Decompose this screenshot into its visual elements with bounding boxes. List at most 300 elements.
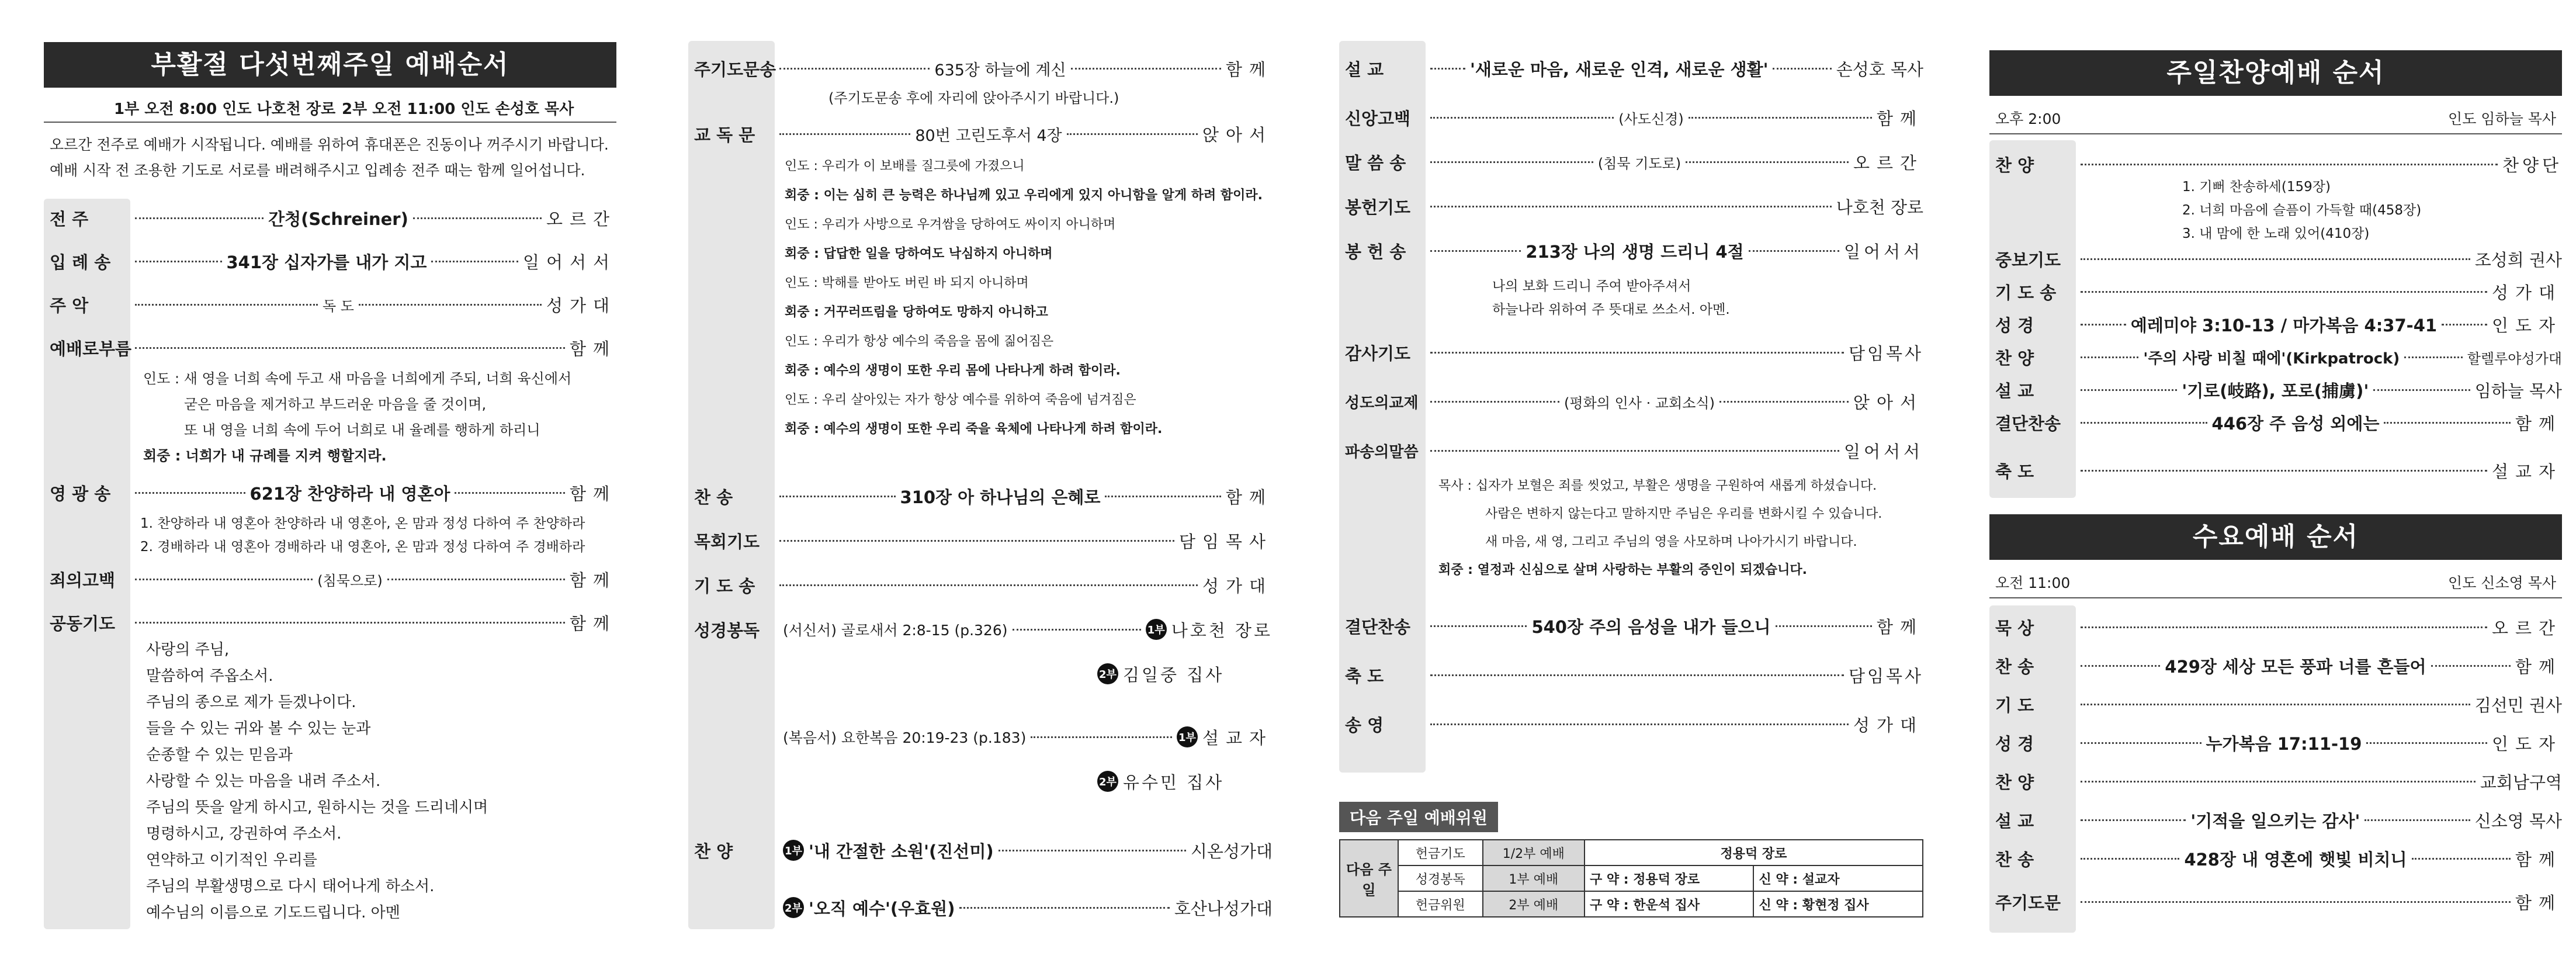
afternoon-sermon: [1989, 376, 2562, 403]
lyric-line: 나의 보화 드리니 주여 받아주셔서: [1492, 279, 1691, 294]
prayer-line: 주님의 종으로 제가 듣겠나이다.: [146, 694, 356, 711]
afternoon-benediction: [1989, 457, 2562, 484]
dot-leader: [1773, 68, 1831, 70]
order-label: 찬 송: [1995, 656, 2034, 677]
order-item-scripture-reading: [688, 616, 1273, 643]
call-line: 또 내 영을 너희 속에 두어 너희로 내 율례를 행하게 하리니: [184, 422, 540, 438]
dot-leader: [135, 347, 565, 349]
table-cell: 신 약 : 황현정 집사: [1753, 891, 1923, 917]
order-leader: 앉아서: [1853, 392, 1924, 413]
dot-leader: [2364, 819, 2470, 821]
order-leader: 함께: [2515, 849, 2562, 870]
column-scripture-service: [688, 0, 1273, 966]
order-leader: 김선민 권사: [2474, 695, 2562, 715]
afternoon-leader: 인도 임하늘 목사: [2448, 110, 2556, 127]
dot-leader: [2081, 258, 2470, 260]
order-label: 찬 양: [1995, 348, 2034, 368]
lyric-line: 하늘나라 위하여 주 뜻대로 쓰소서. 아멘.: [1492, 302, 1730, 317]
anthem-1: '내 간절한 소원'(진선미): [809, 841, 994, 861]
dot-leader: [2081, 291, 2487, 293]
reader-3: 설교자: [1202, 728, 1273, 748]
prayer-line: 사랑의 주님,: [146, 641, 230, 659]
order-item-anthem: [688, 837, 1273, 864]
order-label: 말 씀 송: [1345, 153, 1406, 173]
dot-leader: [2081, 324, 2126, 326]
prayer-line: 주님의 부활생명으로 다시 태어나게 하소서.: [146, 878, 435, 895]
order-item-commitment-hymn: [1339, 612, 1923, 639]
dot-leader: [2081, 626, 2487, 628]
order-label: 영 광 송: [50, 483, 111, 504]
order-label: 성 경: [1995, 315, 2034, 335]
order-content: '기적을 일으키는 감사': [2190, 811, 2360, 831]
order-content: 446장 주 음성 외에는: [2211, 413, 2380, 434]
table-cell: 구 약 : 한운석 집사: [1585, 891, 1754, 917]
afternoon-time: 오후 2:00: [1995, 110, 2061, 127]
order-label: 묵 상: [1995, 618, 2034, 638]
dot-leader: [779, 133, 910, 135]
table-cell: 1부 예배: [1483, 865, 1585, 891]
order-leader: 담임목사: [1848, 343, 1923, 363]
table-cell: 성경봉독: [1398, 865, 1483, 891]
dot-leader: [2431, 665, 2511, 667]
order-content: 누가복음 17:11-19: [2206, 733, 2362, 754]
lords-prayer-note: (주기도문송 후에 자리에 앉아주시기 바랍니다.): [828, 90, 1119, 106]
reading-line: 인도 : 박해를 받아도 버린 바 되지 아니하며: [785, 276, 1029, 290]
wednesday-leader: 인도 신소영 목사: [2448, 574, 2556, 591]
order-content: '주의 사랑 비칠 때에'(Kirkpatrock): [2143, 349, 2400, 368]
dot-leader: [779, 584, 1198, 586]
order-label: 송 영: [1345, 715, 1384, 735]
sending-line: 사람은 변하지 않는다고 말하지만 주님은 우리를 변화시킬 수 있습니다.: [1485, 507, 1882, 521]
order-leader: 설교자: [2491, 461, 2562, 482]
dot-leader: [2373, 389, 2470, 391]
dot-leader: [2081, 422, 2207, 424]
order-item-creed: [1339, 104, 1923, 131]
order-label: 결단찬송: [1995, 413, 2061, 434]
order-leader: 나호천 장로: [1836, 197, 1923, 217]
table-cell: 정용덕 장로: [1585, 840, 1923, 865]
dot-leader: [2412, 858, 2511, 860]
order-item-thanks-prayer: [1339, 339, 1923, 366]
dot-leader: [779, 68, 930, 70]
order-leader: 할렐루야성가대: [2467, 350, 2562, 367]
dot-leader: [959, 907, 1169, 909]
wednesday-prayer: [1989, 691, 2562, 718]
prayer-line: 들을 수 있는 귀와 볼 수 있는 눈과: [146, 720, 371, 738]
dot-leader: [387, 579, 565, 580]
dot-leader: [1105, 496, 1221, 497]
order-item-offering-song: [1339, 237, 1923, 264]
divider: [1989, 597, 2562, 598]
prayer-line: 예수님의 이름으로 기도드립니다. 아멘: [146, 904, 400, 922]
wednesday-meditation: [1989, 614, 2562, 640]
column-sermon-service: [1339, 0, 1923, 966]
order-label: 주기도문: [1995, 892, 2061, 913]
order-label: 봉 헌 송: [1345, 241, 1406, 262]
dot-leader: [779, 540, 1174, 542]
dot-leader: [135, 261, 222, 262]
order-item-prayer-song: [688, 572, 1273, 598]
order-leader: 담임목사: [1178, 531, 1273, 552]
order-label: 설 교: [1345, 59, 1384, 79]
dot-leader: [2366, 742, 2487, 744]
order-label: 죄의고백: [50, 570, 116, 590]
prayer-line: 주님의 뜻을 알게 하시고, 원하시는 것을 드리네시며: [146, 799, 488, 816]
order-label: 기 도: [1995, 695, 2034, 715]
table-row: [1340, 840, 1923, 865]
order-content: '기로(岐路), 포로(捕虜)': [2182, 380, 2369, 401]
prayer-line: 순종할 수 있는 믿음과: [146, 746, 293, 764]
sending-line: 목사 : 십자가 보혈은 죄를 씻었고, 부활은 생명을 구원하여 새롭게 하셨습니다.: [1438, 479, 1877, 493]
order-leader: 오르간: [1853, 153, 1924, 173]
order-leader: 담임목사: [1848, 666, 1923, 686]
order-item-sermon: [1339, 55, 1923, 82]
order-label: 주 악: [50, 295, 89, 316]
dot-leader: [1749, 250, 1839, 252]
divider: [1989, 133, 2562, 134]
order-leader: 오르간: [546, 209, 616, 229]
dot-leader: [998, 850, 1186, 851]
dot-leader: [135, 217, 264, 219]
dot-leader: [1430, 625, 1527, 627]
prayer-line: 명령하시고, 강권하여 주소서.: [146, 825, 342, 843]
order-label: 찬 송: [1995, 849, 2034, 870]
afternoon-intercession: [1989, 245, 2562, 272]
order-item-prelude: [44, 205, 616, 231]
dot-leader: [2081, 742, 2201, 744]
dot-leader: [1776, 625, 1872, 627]
order-item-fellowship: [1339, 388, 1923, 415]
dot-leader: [2404, 356, 2462, 358]
second-reader-row: [1097, 768, 1273, 795]
afternoon-prayer-song: [1989, 278, 2562, 305]
dot-leader: [413, 217, 542, 219]
order-leader: 함께: [2515, 892, 2562, 913]
sending-text: [1438, 472, 1882, 584]
order-leader: 함께: [2515, 413, 2563, 434]
prayer-line: 말씀하여 주옵소서.: [146, 667, 273, 685]
anthem-2-choir: 호산나성가대: [1174, 898, 1273, 919]
table-row: [1340, 891, 1923, 917]
wednesday-service-title: 수요예배 순서: [1989, 514, 2562, 560]
dot-leader: [135, 304, 318, 306]
intro-line-1: 오르간 전주로 예배가 시작됩니다. 예배를 위하여 휴대폰은 진동이나 꺼주시기 바랍니다.: [50, 136, 609, 153]
praise-song: 1. 기뻐 찬송하세(159장): [2182, 179, 2331, 195]
order-item-common-prayer: [44, 609, 616, 636]
dot-leader: [1430, 401, 1559, 403]
dot-leader: [135, 579, 313, 580]
reading-line: 회중 : 예수의 생명이 또한 우리 몸에 나타나게 하려 함이라.: [785, 363, 1121, 378]
dot-leader: [1430, 450, 1839, 452]
anthem-1-choir: 시온성가대: [1190, 841, 1273, 861]
order-label: 성경봉독: [694, 620, 760, 640]
second-service-badge: 2부: [1097, 663, 1118, 684]
order-label: 전 주: [50, 209, 89, 229]
next-week-tag: 다음 주일 예배위원: [1339, 802, 1498, 832]
order-leader: 함께: [1225, 59, 1273, 79]
dot-leader: [2081, 470, 2487, 472]
prayer-line: 사랑할 수 있는 마음을 내려 주소서.: [146, 773, 381, 790]
order-content: 621장 찬양하라 내 영혼아: [249, 483, 450, 504]
order-label: 찬 양: [1995, 772, 2034, 792]
order-leader: 함께: [569, 483, 617, 504]
reading-line: 인도 : 우리가 사방으로 우겨쌈을 당하여도 싸이지 아니하며: [785, 217, 1116, 232]
sending-line: 새 마음, 새 영, 그리고 주님의 영을 사모하며 나아가시기 바랍니다.: [1485, 535, 1857, 549]
reading-gospel: (복음서) 요한복음 20:19-23 (p.183): [783, 729, 1027, 746]
order-label: 교 독 문: [694, 124, 755, 145]
order-content: 428장 내 영혼에 햇빛 비치니: [2184, 849, 2407, 870]
dot-leader: [1430, 250, 1521, 252]
dot-leader: [2081, 858, 2179, 860]
second-reader-row: [1097, 660, 1273, 687]
order-label: 중보기도: [1995, 250, 2061, 270]
order-label: 신앙고백: [1345, 108, 1411, 129]
divider: [44, 122, 616, 123]
reading-gospel-row: [775, 723, 1273, 750]
call-line: 굳은 마음을 제거하고 부드러운 마음을 줄 것이며,: [184, 396, 487, 413]
order-label: 설 교: [1995, 380, 2034, 401]
afternoon-scripture: [1989, 311, 2562, 338]
order-item-offering-prayer: [1339, 193, 1923, 220]
praise-song-list: [2182, 175, 2421, 245]
offering-lyrics: [1492, 275, 1730, 321]
reading-line: 인도 : 우리 살아있는 자가 항상 예수를 위하여 죽음에 넘겨짐은: [785, 393, 1136, 407]
order-label: 결단찬송: [1345, 617, 1411, 637]
afternoon-praise: [1989, 151, 2562, 178]
reader-1: 나호천 장로: [1171, 620, 1273, 640]
dot-leader: [779, 496, 896, 497]
order-leader: 함께: [2515, 656, 2562, 677]
order-leader: 함께: [1225, 487, 1273, 507]
sending-line: 회중 : 열정과 신심으로 살며 사랑하는 부활의 증인이 되겠습니다.: [1438, 563, 1807, 577]
dot-leader: [1067, 133, 1198, 135]
order-item-instrumental: [44, 291, 616, 318]
first-service-badge: 1부: [1177, 726, 1198, 747]
dot-leader: [135, 492, 245, 494]
table-cell: 신 약 : 설교자: [1753, 865, 1923, 891]
order-leader: 함께: [569, 613, 616, 633]
table-cell: 헌금기도: [1398, 840, 1483, 865]
praise-song: 2. 너희 마음에 슬픔이 가득할 때(458장): [2182, 203, 2422, 218]
afternoon-anthem: [1989, 344, 2562, 371]
table-cell: 구 약 : 정용덕 장로: [1585, 865, 1754, 891]
first-service-time: 1부 오전 8:00 인도 나호천 장로: [114, 101, 336, 118]
order-item-responsive-reading: [688, 120, 1273, 147]
reading-epistle: (서신서) 골로새서 2:8-15 (p.326): [783, 622, 1008, 639]
order-leader: 신소영 목사: [2474, 811, 2562, 831]
order-content: 213장 나의 생명 드리니 4절: [1526, 241, 1744, 262]
wednesday-lords-prayer: [1989, 888, 2562, 915]
second-service-badge: 2부: [1097, 771, 1118, 792]
column-afternoon-wednesday: [1989, 0, 2562, 966]
wednesday-hymn: [1989, 652, 2562, 679]
order-item-word-song: [1339, 148, 1923, 175]
gloria-line: 2. 경배하라 내 영혼아 경배하라 내 영혼아, 온 맘과 정성 다하여 주 경배하라: [140, 539, 585, 555]
order-leader: 일어서서: [522, 252, 617, 272]
second-service-badge: 2부: [783, 897, 804, 918]
order-content: (침묵 기도로): [1597, 155, 1681, 172]
responsive-reading-text: [785, 152, 1263, 444]
order-item-confession: [44, 566, 616, 593]
order-label: 축 도: [1345, 666, 1384, 686]
table-cell: 1/2부 예배: [1483, 840, 1585, 865]
anthem-2-row: [775, 894, 1273, 921]
order-label: 감사기도: [1345, 343, 1411, 363]
order-label: 파송의말씀: [1345, 443, 1419, 461]
table-cell: 헌금위원: [1398, 891, 1483, 917]
order-content: 429장 세상 모든 풍파 너를 흔들어: [2165, 656, 2426, 677]
order-leader: 임하늘 목사: [2474, 380, 2562, 401]
order-leader: 성가대: [1202, 576, 1273, 596]
order-leader: 일어서서: [1843, 441, 1923, 462]
first-service-badge: 1부: [1146, 619, 1167, 640]
order-leader: 함께: [569, 338, 616, 359]
order-label: 성 경: [1995, 733, 2034, 754]
dot-leader: [1430, 117, 1614, 119]
dot-leader: [2081, 704, 2470, 705]
dot-leader: [431, 261, 518, 262]
order-label: 성도의교제: [1345, 394, 1419, 412]
dot-leader: [135, 622, 565, 624]
intro-line-2: 예배 시작 전 조용한 기도로 서로를 배려해주시고 입례송 전주 때는 함께 일어섭니다.: [50, 162, 585, 179]
order-label: 공동기도: [50, 613, 116, 633]
call-line: 인도 : 새 영을 너희 속에 두고 새 마음을 너희에게 주되, 너희 육신에서: [143, 371, 572, 387]
wednesday-scripture: [1989, 729, 2562, 756]
order-label: 찬 양: [694, 841, 733, 861]
order-label: 축 도: [1995, 461, 2034, 482]
order-item-lords-prayer-song: [688, 55, 1273, 82]
order-label: 주기도문송: [694, 59, 776, 79]
order-item-doxology: [1339, 711, 1923, 738]
order-leader: 성가대: [2491, 282, 2562, 303]
order-item-call-to-worship: [44, 334, 616, 361]
order-item-pastoral-prayer: [688, 527, 1273, 554]
dot-leader: [1719, 401, 1849, 403]
order-content: 예레미야 3:10-13 / 마가복음 4:37-41: [2130, 315, 2438, 335]
gloria-line: 1. 찬양하라 내 영혼아 찬양하라 내 영혼아, 온 맘과 정성 다하여 주 찬양하라: [140, 516, 585, 531]
wednesday-anthem: [1989, 768, 2562, 795]
order-content: 독 도: [322, 297, 354, 314]
dot-leader: [2081, 164, 2498, 165]
afternoon-commitment-hymn: [1989, 409, 2562, 436]
order-leader: 일어서서: [1843, 241, 1924, 262]
order-content: 635장 하늘에 계신: [934, 61, 1066, 79]
order-label: 기 도 송: [1995, 282, 2057, 303]
order-label: 목회기도: [694, 531, 760, 552]
dot-leader: [1689, 117, 1872, 119]
prayer-line: 연약하고 이기적인 우리를: [146, 851, 317, 869]
dot-leader: [359, 304, 542, 306]
dot-leader: [1031, 736, 1172, 738]
dot-leader: [1013, 629, 1141, 631]
order-leader: 오르간: [2491, 618, 2562, 638]
order-item-sending-word: [1339, 437, 1923, 464]
dot-leader: [2442, 324, 2487, 326]
wednesday-time: 오전 11:00: [1995, 574, 2071, 591]
order-content: '새로운 마음, 새로운 인격, 새로운 생활': [1470, 59, 1769, 79]
praise-song: 3. 내 맘에 한 노래 있어(410장): [2182, 226, 2370, 241]
order-content: (사도신경): [1618, 110, 1684, 127]
column-main-service: [44, 0, 616, 966]
order-leader: 찬양단: [2502, 155, 2562, 175]
order-content: (평화의 인사 · 교회소식): [1564, 394, 1715, 411]
reader-2: 김일중 집사: [1123, 664, 1225, 685]
reading-line: 회중 : 예수의 생명이 또한 우리 죽을 육체에 나타나게 하려 함이라.: [785, 422, 1163, 437]
reader-4: 유수민 집사: [1123, 772, 1225, 792]
first-service-badge: 1부: [783, 840, 804, 861]
dot-leader: [1686, 161, 1849, 163]
order-leader: 손성호 목사: [1836, 59, 1923, 79]
order-content: 540장 주의 음성을 내가 들으니: [1531, 617, 1771, 637]
order-label: 설 교: [1995, 811, 2034, 831]
afternoon-service-title: 주일찬양예배 순서: [1989, 50, 2562, 96]
dot-leader: [2081, 819, 2186, 821]
reading-line: 인도 : 우리가 이 보배를 질그릇에 가졌으니: [785, 159, 1025, 174]
dot-leader: [2081, 781, 2476, 783]
order-label: 찬 송: [694, 487, 733, 507]
dot-leader: [1430, 68, 1465, 70]
dot-leader: [455, 492, 565, 494]
table-cell: 다음 주일: [1340, 840, 1398, 917]
order-leader: 교회남구역: [2480, 772, 2562, 792]
dot-leader: [1430, 352, 1844, 354]
wednesday-sermon: [1989, 806, 2562, 833]
order-label: 기 도 송: [694, 576, 755, 596]
dot-leader: [1430, 674, 1844, 676]
order-leader: 인도자: [2491, 733, 2562, 754]
order-content: 80번 고린도후서 4장: [915, 126, 1062, 145]
order-leader: 함께: [1876, 617, 1924, 637]
order-item-hymn: [688, 483, 1273, 510]
order-leader: 인도자: [2491, 315, 2562, 335]
order-leader: 조성희 권사: [2474, 250, 2562, 270]
order-label: 봉헌기도: [1345, 197, 1411, 217]
order-item-gloria: [44, 479, 616, 506]
order-leader: 성가대: [546, 295, 617, 316]
order-label: 입 례 송: [50, 252, 111, 272]
order-content: 341장 십자가를 내가 지고: [226, 252, 427, 272]
dot-leader: [2384, 422, 2511, 424]
dot-leader: [2081, 665, 2160, 667]
reading-line: 회중 : 답답한 일을 당하여도 낙심하지 아니하며: [785, 247, 1053, 261]
table-cell: 2부 예배: [1483, 891, 1585, 917]
dot-leader: [1430, 723, 1849, 725]
second-service-time: 2부 오전 11:00 인도 손성호 목사: [342, 101, 574, 118]
anthem-2: '오직 예수'(우효원): [809, 898, 955, 919]
order-label: 예배로부름: [50, 338, 132, 359]
dot-leader: [1430, 161, 1593, 163]
order-content: 310장 아 하나님의 은혜로: [900, 487, 1101, 507]
reading-line: 회중 : 거꾸러뜨림을 당하여도 망하지 아니하고: [785, 305, 1048, 320]
order-item-benediction: [1339, 662, 1923, 688]
order-leader: 앉아서: [1202, 124, 1273, 145]
order-item-entrance-hymn: [44, 248, 616, 275]
service-title: 부활절 다섯번째주일 예배순서: [44, 42, 616, 88]
reading-line: 인도 : 우리가 항상 예수의 죽음을 몸에 짊어짐은: [785, 334, 1054, 349]
dot-leader: [1430, 206, 1832, 207]
common-prayer-text: [146, 637, 488, 926]
call-line-response: 회중 : 너희가 내 규례를 지켜 행할지라.: [143, 448, 387, 464]
wednesday-hymn-2: [1989, 845, 2562, 872]
dot-leader: [2081, 389, 2177, 391]
order-label: 찬 양: [1995, 155, 2034, 175]
order-content: 간청(Schreiner): [268, 209, 408, 229]
dot-leader: [2081, 901, 2511, 903]
table-row: [1340, 865, 1923, 891]
reading-line: 회중 : 이는 심히 큰 능력은 하나님께 있고 우리에게 있지 아니함을 알게 하려 함이라.: [785, 188, 1263, 203]
next-week-schedule-table: [1339, 839, 1923, 917]
order-leader: 성가대: [1853, 715, 1923, 735]
